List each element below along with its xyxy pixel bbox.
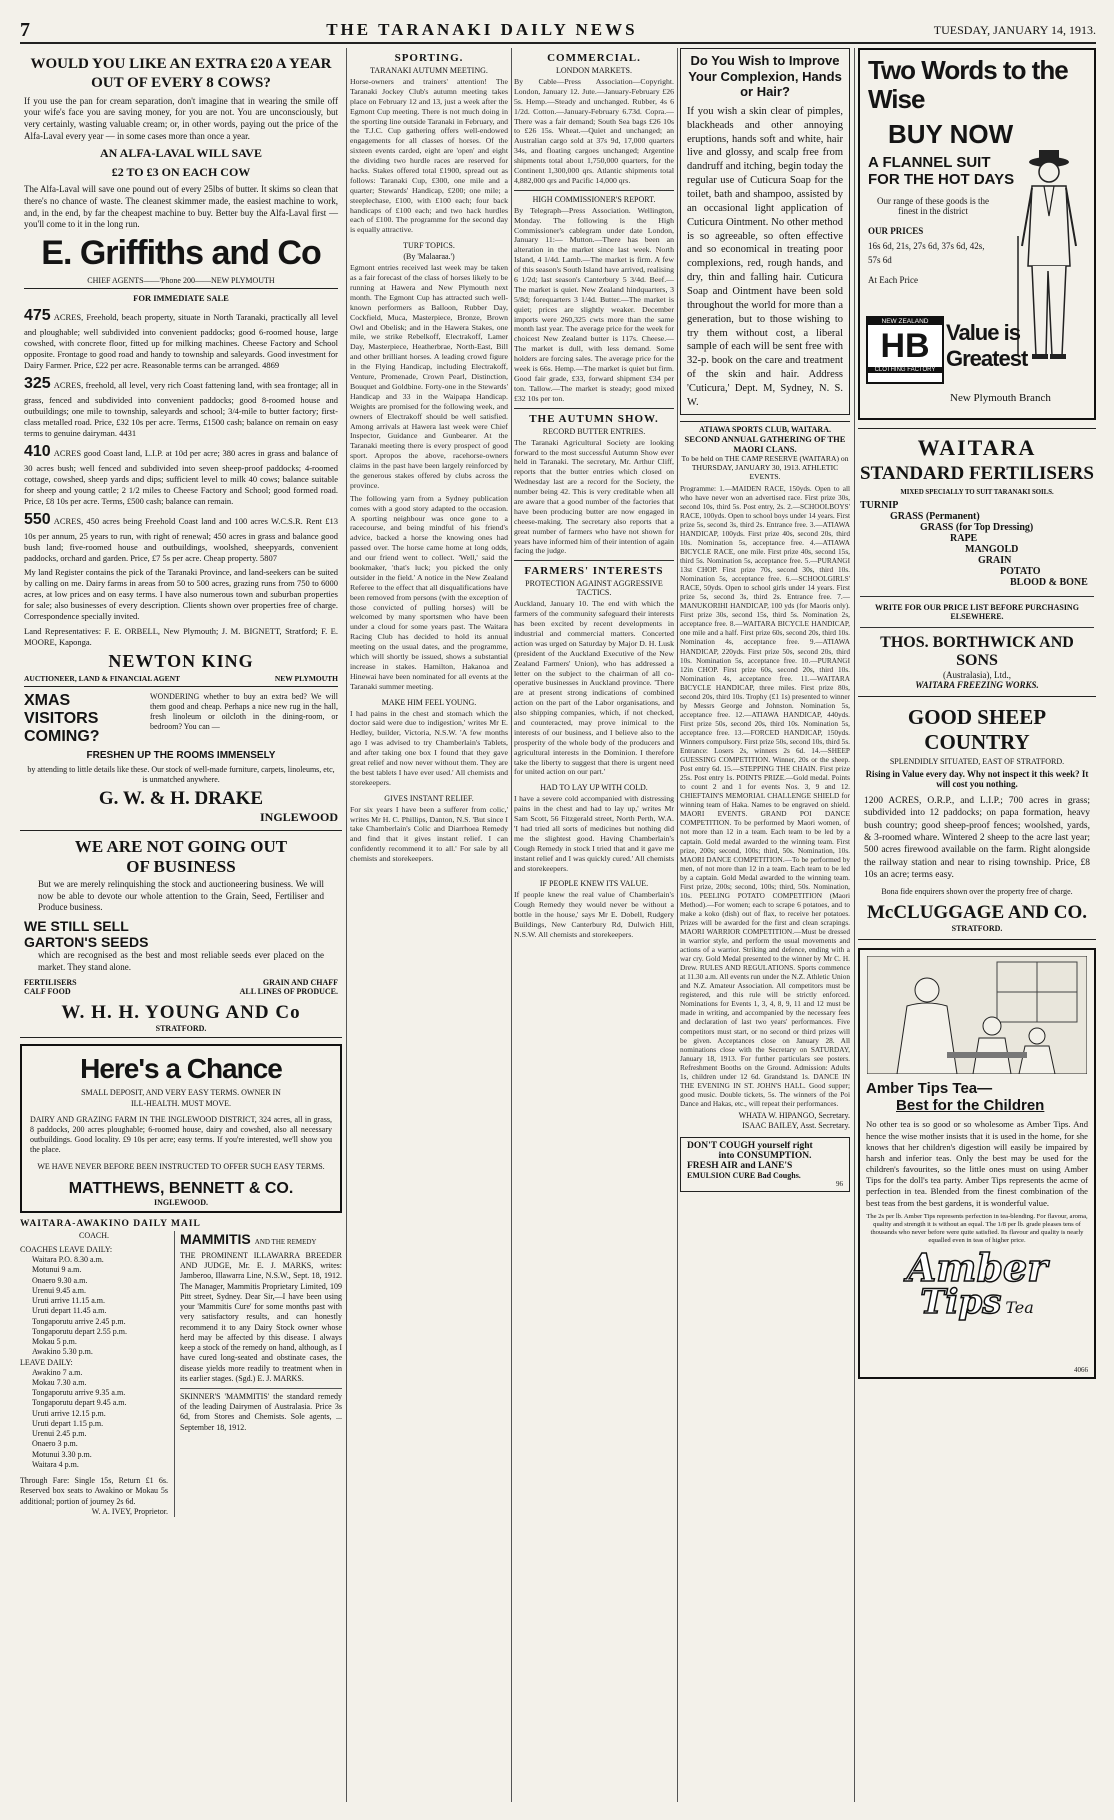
newton-footer [24,674,338,687]
autumn-show-heading: THE AUTUMN SHOW. [529,412,659,425]
fert-item: POTATO [1000,566,1041,577]
fert-item: GRAIN [978,555,1012,566]
sheep-name: McCLUGGAGE AND CO. [866,902,1088,924]
instant-relief-text: For six years I have been a sufferer from colic,' writes Mr H. C. Phillips, Danton, N.S. 'But since I take Chamberlain's Colic and Diarrhoea Remedy and find that it gives instant relief. I can confidently recommend it to all.' For sale by all chemists and storekeepers. [350,804,508,864]
mail-time: Tongaporutu depart 2.55 p.m. [32,1326,127,1336]
if-people-knew-heading: IF PEOPLE KNEW ITS VALUE. [539,879,649,889]
chance-body: DAIRY AND GRAZING FARM IN THE INGLEWOOD DISTRICT, 324 acres, all in grass, 8 paddocks, 200 acres ploughable; 6-roomed house, dairy and cowshed, also all necessary outbuildings. Good locality. £9 10s per acre; easy terms. If you're interested, we'll show you the place. [30,1114,332,1155]
fert-write: WRITE FOR OUR PRICE LIST BEFORE PURCHASING ELSEWHERE. [875,603,1079,621]
column-1 [20,48,342,1802]
hb-flannel: A FLANNEL SUIT [868,154,991,172]
alfa-sub2: £2 TO £3 ON EACH COW [111,165,251,180]
lane-line2: into CONSUMPTION. [718,1151,812,1162]
mammitis-body: THE PROMINENT ILLAWARRA BREEDER AND JUDGE, Mr. E. J. MARKS, writes: Jamberoo, Illawarra Line, N.S.W., Sept. 18, 1912. The Manager, Mammitis Proprietary Limited, 109 Pitt street, Sydney. Dear Sir,—I have been using your 'Mammitis Cure' for some months past with very satisfactory results, and can honestly recommend it to any Dairy Stock owner whose herd may be affected by this disease. I always keep a stock of the remedy on hand, although, as I have cured long-seated and obstinate cases, the disease yields more readily to treatment when in its earlier stages. (Sgd.) E. J. MARKS. [180,1250,342,1383]
turf-topics-byline: (By 'Malaaraa.') [403,252,455,262]
chance-title: Here's a Chance [80,1052,282,1084]
london-markets-text: By Cable—Press Association—Copyright. London, January 12. Jute.—January-February £26 5s. Hemp.—Steady and unchanged. Rubber, 4s 6 1/2d. Cotton.—January-February 6.73d. Copra.—There was a fair demand; South Sea bags £26 10s to £26 15s. Wheat.—Quiet and unchanged; an Australian cargo sold at 37s 9d, 17,000 quarters 34s, and floating cargoes unchanged; Argentine shipments total about 1,750,000 quarters, for the Continent 1,300,000 qrs. Atlantic shipments total 4,882,000 qrs and Pacific 14,000 qrs. [514,77,674,185]
mail-time: Onaero 9.30 a.m. [32,1275,88,1285]
xmas-visitors: XMAS VISITORS [24,691,99,727]
lay-up-cold-heading: HAD TO LAY UP WITH COLD. [540,783,648,793]
sheep-sub: SPLENDIDLY SITUATED, EAST OF STRATFORD. [889,757,1065,766]
column-3 [514,48,674,1802]
hb-headline: Two Words to the Wise [868,55,1068,114]
mail-time: Mokau 5 p.m. [32,1337,77,1347]
london-markets-heading: LONDON MARKETS. [556,66,632,75]
newspaper-title: THE TARANAKI DAILY NEWS [326,20,638,39]
mail-time: Uruti depart 11.45 a.m. [32,1306,107,1316]
sporting-paragraph: Horse-owners and trainers' attention! The Taranaki Jockey Club's autumn meeting takes place on February 12 and 13, just a week after the Egmont Cup meeting. There is not much doing in the sporting line outside Taranaki in February, and the T.J.C. Cup gathering offers well-endowed engagements for all classes of horses. Of the sixteen events carded, eight are 'open' and eight the dividing two hurdle races are reserved for hacks. Stakes offered total £1900, spread out as follows: Taranaki Cup, £300, one mile and a quarter; Stewards' Handicap, £200; one mile; a steeplechase, £100, with £100 each; four back handicaps of £100 each; and two hack hurdles each of £100. The programme for the second day is equally attractive. [350,77,508,235]
atiawa-sign1: WHATA W. HIPANGO, Secretary. [738,1110,850,1120]
chance-note: WE HAVE NEVER BEFORE BEEN INSTRUCTED TO OFFER SUCH EASY TERMS. [37,1161,325,1171]
fert-items [860,500,1094,588]
alfa-body: If you use the pan for cream separation, don't imagine that in wearing the smile off your wife's face you are saving money, for you are not. You are unconsciously, but very certainly, wasting valuable cream; or, in other words, paying out the price of the Alfa-Laval every year — in some cases more than once a year. [24,95,338,141]
amber-logo [866,1244,1088,1322]
mail-time: Tongaporutu arrive 2.45 p.m. [32,1316,126,1326]
fert-waitara: WAITARA [917,435,1037,460]
column-rule [511,48,512,1802]
alfa-headline: WOULD YOU LIKE AN EXTRA £20 A YEAR OUT OF EVERY 8 COWS? [30,56,332,91]
page-number: 7 [20,18,30,41]
mail-leave2: LEAVE DAILY: [20,1357,73,1367]
turf-paragraph: Egmont entries received last week may be taken as a fair forecast of the class of horses likely to be running at Hawera and New Plymouth next month. The Egmont Cup has attracted such well-known performers as Balloon, Rubber Day, Cockfield, Muca, Masterpiece, Bronze, Brown Owl and Obelisk; and in the Hawera Stakes, one mile, we strike Rebelkoff, Electrakoff, Lamer Day, Masterpiece, Heatherbrae, North-East, Bill and other brilliant horses. A leading crowd figure in the Flying Handicap, including Electrakoff, Venture, Promenade, Crown Pearl, Distinction, Bouquet and Goldbine. Forty-one in the Stewards' Handicap and 33 in the Waipapa Handicap. Weights are promised for the following week, and owners of Electrakoff should be well satisfied. Among arrivals at Hawera last week were Chief Inspector, Guidance and Gunbearer. At the Taranaki meeting there is every prospect of good sport. Apropos the above, racehorse-owners claims in the past have been largely reinforced by the generous stakes offered by clubs across the province. [350,263,508,490]
mail-time: Awakino 5.30 p.m. [32,1347,93,1357]
newton-town: NEW PLYMOUTH [274,673,338,683]
chance-name: MATTHEWS, BENNETT & CO. [68,1179,294,1197]
divider [514,190,674,191]
sheep-headline: GOOD SHEEP COUNTRY [907,705,1047,754]
chance-town: INGLEWOOD. [153,1197,208,1207]
drake-right-text: WONDERING whether to buy an extra bed? We will them good and cheap. Perhaps a nice new rug in the hall, fresh linoleum or oilcloth in the dining-room, or bedroom? You can — [150,691,338,732]
newton-reps: Land Representatives: F. E. ORBELL, New Plymouth; J. M. BIGNETT, Stratford; F. E. MOORE, Kaponga. [24,625,338,647]
property-acres: 550 [24,511,51,529]
fert-item: GRASS (Permanent) [890,511,980,522]
young-h2: OF BUSINESS [126,857,236,877]
hb-slogan: Value is Greatest [946,320,1028,371]
column-2 [350,48,508,1802]
hb-clothing-ad [858,48,1096,420]
turf-topics-heading: TURF TOPICS. [403,241,455,251]
mccluggage-ad [858,697,1096,940]
hb-buy-now: BUY NOW [888,119,1014,150]
property-entry [24,306,338,371]
young-ad [20,831,342,1037]
newton-body: My land Register contains the pick of the Taranaki Province, and land-seekers can be suited by calling on me. Dairy farms in areas from 50 to 500 acres, grazing runs from 750 to 6000 acres, at low prices and on easy terms. I have also numerous town and suburban properties for sale; also businesses of every description. Clients shown over properties free of charge. Correspondence specially invited. [24,567,338,622]
hb-prices-label: OUR PRICES [868,226,924,237]
alfa-body2: The Alfa-Laval will save one pound out of every 25lbs of butter. It skims so clean that there's no chance of waste. The cleanest skimmer made, the easiest machine to work, and, in the end, by far the cheapest machine to buy. Better buy the Alfa-Laval first — you'll come to it in the long run. [24,184,338,230]
fert-item: TURNIP [860,500,899,511]
sheep-body: 1200 ACRES, O.R.P., and L.I.P.; 700 acres in grass; subdivided into 12 paddocks; on papa formation, heavy bush country; good sheep-proof fences; woolshed, yards, & 3-roomed whare. Wintered 2 sheep to the acre last year; 500 acres firewood available on the farm. Right alongside the railway station and near to rising township. Price, £8 10s an acre; terms easy. [864,796,1090,881]
property-acres: 325 [24,375,51,393]
column-rule [854,48,855,1802]
lane-line4: EMULSION CURE Bad Coughs. [687,1171,801,1181]
mail-time: Uruti arrive 11.15 a.m. [32,1296,106,1306]
atiawa-body: Programme: 1.—MAIDEN RACE, 150yds. Open to all who have never won an advertised race. First prize 30s, second 10s, third 5s. Post entry, 2s. 2.—SCHOOLBOYS' RACE, 100yds. Open to school boys under 14 years. First prize 5s, second 3s, third 2s. Entrance free. 3.—ATIAWA HANDICAP, 100yds. First prize 40s, second 20s, third 10s. Nomination 5s, acceptance free. 4.—ATIAWA BICYCLE RACE, one mile. First prize 40s, second 15s, third 5s. Nomination 5s, acceptance free. 5.—PURANGI 13st CHOP. First prize 70s, second 30s, third 10s. Nomination 5s, acceptance free. 6.—SCHOOLGIRLS' RACE, 50yds. Open to school girls under 14 years. First prize 5s, second 3s, third 2s. Entrance free. 7.—MANUKORIHI HANDICAP, 100 yds (for Maoris only). First prize 30s, second 15s, third 5s. Nomination 2s, acceptance free. 8.—WAITARA BICYCLE HANDICAP, one mile and a half. First prize 60s, second 20s, third 10s. Nomination 4s, acceptance free. 9.—ATIAWA HANDICAP, 220yds. First prize 50s, second 20s, third 10s. Nomination 5s, acceptance free. 10.—PURANGI 12in CHOP. First prize 60s, second 20s, third 10s. Nomination 4s, acceptance free. 11.—WAITARA BICYCLE HANDICAP, three miles. First prize 80s, second 20s, third 10s. Trophy (£1 1s) presented to winner by Messrs George and Johnston. Nomination 5s, acceptance free. 12.—ATIAWA HANDICAP, 440yds. First prize 50s, second 20s, third 10s. Nomination 5s, acceptance free. 13.—FORCED HANDICAP, 150yds. Winners compulsory. First prize 50s, second 10s, third 5s. Entrance: Losers 2s, winners 2s 6d. 14.—SHEEP GUESSING COMPETITION. Winner, 20s or the sheep. Post entry 6d. 15.—STEPPING THE CHAIN. First prize 25s. Post entry 1s. POINTS PRIZE.—Gold medal. Points to count 2 and 1 for events Nos. 3, 9 and 12. CHIEFTAIN'S MEMORIAL CHALLENGE SHIELD for winning team of Haka. Names to be engraved on shield. MAORI EVENTS. GRAND POI DANCE COMPETITION. To be performed by Maori women, of not more than 12 in a team. Each team to be led by a captain. Gold medal awarded to the winning team. First prize, 200s; second, 100s; third, 50s. Nomination, 10s. MAORI DANCE COMPETITION.—To be performed by men, of not more than 12 in a team. Each team to be led by a captain. Gold Medal awarded to the winning team. First prize, 200s; second, 100s; third, 50s. Nomination, 10s. PEELING POTATO COMPETITION (Maori Method).—For women; each to scrape 6 potatoes, and to make a koko (dish) out of flax, to receive her potatoes. Prizes will be awarded for the first and clean scrapings. MAORI WARRIOR COMPETITION.—Must be dressed in warrior style, and perform the usual movements and actions of a warrior. Striking and defence, ending with a war cry. Gold Medal presented to the winner by Mr C. H. Drew. RULES AND REGULATIONS. Sports commence at 11.30 a.m. All events run under the N.Z. Athletic Union and N.Z. Amateur Association. All competitors must be registered, and this rule will be strictly enforced. Nominations for Events 1, 3, 4, 8, 9, 11 and 12 must be made in writing, and accompanied by the necessary fees and declaration of last two years' performances. Five competitors must start, or no second or third prizes will be given. Acceptances close on January 28. All nominations close with the Secretary on SATURDAY, January 18, 1913. For further particulars see posters. Refreshment Booths on the Ground. Admission: Adults 1s, children under 12 6d. Grandstand 1s. DANCE IN THE EVENING IN ST. JOHN'S HALL. Good supper; good music. Double tickets, 5s. The winners of the Poi Dance and Hakas, etc., will repeat their performances. [680,483,850,1108]
mail-time: Mokau 7.30 a.m. [32,1378,87,1387]
property-text: ACRES good Coast land, L.I.P. at 10d per acre; 380 acres in grass and balance of 30 acres bush; well fenced and subdivided into seven sheep-proof paddocks; 4-roomed cottage, cowshed, sheep yards and dips; sufficient level to milk 40 cows; balance suitable for sheep and young cattle; 2 1/2 miles to Cheese Factory and School; good formed road. Price, £8 10s per acre. Terms, £500 cash; balance can remain. [24,448,338,507]
hb-logo-block [866,316,944,384]
atiawa-h3: To be held on THE CAMP RESERVE (WAITARA) on THURSDAY, JANUARY 30, 1913. ATHLETIC EVENTS. [681,453,849,481]
young-produce: ALL LINES OF PRODUCE. [239,986,338,996]
mail-time: Onaero 3 p.m. [32,1439,78,1449]
xmas-coming: COMING? [24,727,100,745]
amber-h1: Amber Tips Tea— [866,1080,993,1098]
make-him-young-text: I had pains in the chest and stomach which the doctor said were due to indigestion,' writes Mr E. Hedley, builder, Victoria, N.S.W. 'A few months ago I was advised to try Chamberlain's Tablets, and after taking one box I found that they gave great relief and now never without them. They are the best tablets I have ever used.' All chemists and storekeepers. [350,708,508,787]
young-fertilisers: FERTILISERS [24,977,77,987]
property-entry [24,442,338,507]
property-text: ACRES, 450 acres being Freehold Coast land and 100 acres W.C.S.R. Rent £13 10s per annum, 25 years to run, with right of renewal; 450 acres in grass and balance good bush land; five-roomed house and outbuildings, woolshed, sheepyards, convenient paddocks, orchard and garden. Price, £7 5s per acre. Cheap property. 5807 [24,516,338,564]
fert-item: RAPE [950,533,978,544]
if-people-knew-text: If people knew the real value of Chamberlain's Cough Remedy they would never be without a bottle in the house,' says Mr E. Dobell, Rudgery Buildings, New Canterbury Rd, Dulwich Hill, N.S.W. All chemists and storekeepers. [514,890,674,940]
mail-heading: WAITARA-AWAKINO DAILY MAIL [20,1218,201,1229]
amber-logo-tips: Tips [920,1281,1002,1322]
newton-heading: FOR IMMEDIATE SALE [133,293,229,304]
issue-date: TUESDAY, JANUARY 14, 1913. [933,22,1096,37]
young-grain: GRAIN AND CHAFF [262,977,338,987]
commercial-heading: COMMERCIAL. [547,52,641,64]
mammitis-foot: SKINNER'S 'MAMMITIS' the standard remedy of the leading Dairymen of Australasia. Price 3s 6d, from Stores and Chemists. Sole agents, ... September 18, 1912. [180,1388,342,1433]
young-lines [24,978,338,996]
divider [514,560,674,561]
mail-time: Tongaporutu depart 9.45 a.m. [32,1398,127,1408]
column-4 [680,48,850,1802]
property-text: ACRES, freehold, all level, very rich Coast fattening land, with sea frontage; all in grass, fenced and subdivided into convenient paddocks; good 8-roomed house and outbuildings; one mile to township, saleyards and school; 3/4-mile to butter factory; first-class metalled road. Price, £32 10s per acre. Terms, £1500 cash; balance on remain on easy terms to genuine dairyman. 4431 [24,380,338,439]
mail-time: Tongaporutu arrive 9.35 a.m. [32,1388,126,1398]
fert-sub: MIXED SPECIALLY TO SUIT TARANAKI SOILS. [900,489,1054,496]
lay-up-cold-text: I have a severe cold accompanied with distressing pains in the chest and had to lay up,' writes Mr Sam Scott, 56 Fitzgerald street, North Perth, W.A. 'I had tried all sorts of medicines but nothing did me the slightest good. Having Chamberlain's Cough Remedy in stock I tried that and it gave me instant relief and I was quickly cured.' All chemists and storekeepers. [514,794,674,873]
mail-time: Urenui 9.45 a.m. [32,1285,86,1295]
mail-time: Awakino 7 a.m. [32,1367,83,1377]
atiawa-sign2: ISAAC BAILEY, Asst. Secretary. [742,1121,850,1131]
newton-title: AUCTIONEER, LAND & FINANCIAL AGENT [24,673,181,683]
high-commissioner-heading: HIGH COMMISSIONER'S REPORT. [532,194,656,204]
farmers-interests-text: Auckland, January 10. The end with which the farmers of the community safeguard their interests has been excited by recent developments in industrial and commercial matters. Concerted action was urged on Saturday by Major D. H. Lusk (president of the Auckland Executive of the New Zealand Farmers' Union), who has addressed a letter on the subject to the chairman of all co-operative businesses in Auckland province. 'There are at present strong indications of combined action on the part of the Labor organisations, and also shipping companies, which, if not checked, and counteracted, may prove inimical to the interests of our business, and I believe also to the prosperity of the whole body of the producers and agricultural interests in the Dominion. I therefore take the liberty to suggest that there is urgent need for united action on our part.' [514,599,674,777]
drake-freshen: FRESHEN UP THE ROOMS IMMENSELY [86,749,276,761]
sheep-rising: Rising in Value every day. Why not inspect it this week? It will cost you nothing. [865,769,1089,789]
lane-line3: FRESH AIR and LANE'S [687,1161,793,1172]
instant-relief-heading: GIVES INSTANT RELIEF. [384,793,474,803]
sporting-heading: SPORTING. [394,52,464,64]
fert-item: MANGOLD [965,544,1019,555]
alfa-agents: CHIEF AGENTS——'Phone 200——NEW PLYMOUTH [24,276,338,289]
mail-time: Motunui 9 a.m. [32,1265,82,1275]
newton-name: NEWTON KING [108,650,254,671]
mammitis-and: AND THE REMEDY [254,1237,317,1246]
farmers-interests-sub: PROTECTION AGAINST AGGRESSIVE TACTICS. [525,579,663,598]
mail-time: Waitara P.O. 8.30 a.m. [32,1255,104,1265]
mail-fares: Through Fare: Single 15s, Return £1 6s. Reserved box seats to Awakino or Mokau 5s additional; portion of journey 2s 6d. [20,1476,168,1506]
property-acres: 410 [24,443,51,461]
drake-ad [20,689,342,831]
young-still1: WE STILL SELL [24,918,129,935]
column-rule [346,48,347,1802]
fert-works: WAITARA FREEZING WORKS. [915,680,1039,690]
chance-sub: SMALL DEPOSIT, AND VERY EASY TERMS. OWNER IN ILL-HEALTH. MUST MOVE. [81,1088,281,1108]
column-5 [858,48,1096,1802]
cuticura-body: If you wish a skin clear of pimples, blackheads and other annoying eruptions, hands soft and white, hair live and glossy, and scalp free from dandruff and itching, begin today the regular use of Cuticura Soap for the toilet, bath and shampoo, assisted by an occasional light application of Cuticura Ointment. No other method is so agreeable, so often effective and so economical in treating poor complexions, red, rough hands, and dry, thin and falling hair. Cuticura Soap and Ointment have been sold throughout the world for more than a generation, but to those wishing to try them without cost, a liberal sample of each will be sent free with 32-p. book on the care and treatment of the skin and hair. Address 'Cuticura,' Dept. M, Sydney, N. S. W. [687,105,843,408]
autumn-show-text: The Taranaki Agricultural Society are looking forward to the most successful Autumn Show ever held in Taranaki. The secretary, Mr. Arthur Cliff, reports that the butter entries which closed on Wednesday last are a record for the Society, the number being 42. This is very creditable when all are aware that a good number of the factories that have been producing butter are now engaged in cheese-making. The secretary also reports that a great number of farmers who have not shown for years have informed him of their intention of again facing the judge. [514,437,674,556]
lane-line1: DON'T COUGH yourself right [687,1141,813,1152]
amber-logo-tea: Tea [1005,1297,1034,1317]
mail-coach [20,1231,168,1517]
divider [860,627,1094,628]
hb-each: At Each Price [868,275,918,286]
fert-name: THOS. BORTHWICK AND SONS [880,634,1074,669]
lanes-emulsion-ad [680,1137,850,1192]
atiawa-h1: ATIAWA SPORTS CLUB, WAITARA. [699,424,831,434]
sheep-town: STRATFORD. [951,924,1003,934]
make-him-young-heading: MAKE HIM FEEL YOUNG. [381,697,477,707]
mail-time: Waitara 4 p.m. [32,1459,79,1469]
hb-logo-top: NEW ZEALAND [868,318,942,325]
mail-time: Motunui 3.30 p.m. [32,1449,92,1459]
drake-town: INGLEWOOD [259,810,338,825]
cuticura-headline: Do You Wish to Improve Your Complexion, Hands or Hair? [688,53,842,100]
divider [514,408,674,409]
newton-king-ad [20,291,342,688]
property-entry [24,374,338,439]
alfa-sub1: AN ALFA-LAVAL WILL SAVE [100,146,262,161]
lane-number: 96 [836,1180,843,1189]
borthwick-fertiliser-ad [858,428,1096,697]
turf-paragraph: The following yarn from a Sydney publication comes with a good story adapted to the occasion. A sporting neighbour was once gone to a racecourse, and being mindful of his friend's advice, backed a horse the knowing ones had passed over. The horse came home at long odds, and our friend went to collect. 'Well,' said the bookmaker, 'that's luck; you picked the only outsider in the field.' A notice in the New Zealand Referee to the effect that all disqualifications have been removed from persons (with the exception of those convicted of pulling horses) will be welcomed by many sportsmen who have been under a cloud for some years past. The Waitara Racing Club has decided to hold its annual meeting on the usual dates, and the programme, which will shortly be issued, shows a substantial increase in stakes. Hamilton, Hakanoa and Hinewai have been nominated for all events at the Taranaki summer meeting. [350,493,508,691]
hb-branch: New Plymouth Branch [950,392,1051,404]
young-calf-food: CALF FOOD [24,986,71,996]
hb-body: Our range of these goods is the finest in the district [877,196,989,217]
high-commissioner-text: By Telegraph—Press Association. Wellington, Monday. The following is the High Commissioner's cablegram under date London, January 11:— Mutton.—There has been an alteration in the market since last week. North Island, 4 1/4d. Lamb.—The market is firm. A few of this season's South Island have arrived, realising 6 1/2d; last season's Canterbury 5 3/4d. Beef.—The market is quiet. New Zealand hindquarters, 3 5/8d; forequarters 3 1/4d. Butter.—The market is quiet; prices are slightly weaker. December imports were 260,325 cwts more than the same month last year. The average price for the week for choicest New Zealand butter is 117s. Cheese.—The market is dull, with less demand. Some holders are forcing sales. The average price for the week is 66s. Hemp.—The market is quiet but firm. Good fair grade, £33, forward shipment £34 per ton. Tallow.—The market is steady; good mixed £32 10s per ton. [514,205,674,403]
young-h1: WE ARE NOT GOING OUT [74,837,288,857]
fert-item: BLOOD & BONE [1010,577,1088,588]
fert-standard: STANDARD FERTILISERS [860,463,1094,484]
property-entry [24,510,338,564]
young-body: But we are merely relinquishing the stock and auctioneering business. We will now be able to devote our whole attention to the Grain, Seed, Fertiliser and Produce business. [38,879,324,913]
mail-leave1: COACHES LEAVE DAILY: [20,1244,113,1254]
column-rule [677,48,678,1802]
young-still2: GARTON'S SEEDS [24,934,149,951]
young-name: W. H. H. YOUNG AND Co [61,1001,301,1023]
hb-logo: HB [880,327,930,365]
farmers-interests-heading: FARMERS' INTERESTS [524,565,664,578]
hb-prices: 16s 6d, 21s, 27s 6d, 37s 6d, 42s, 57s 6d [868,241,985,265]
mammitis-title: MAMMITIS [180,1230,251,1247]
mother-children-illustration [867,956,1087,1074]
hb-hot-days: FOR THE HOT DAYS [868,171,1015,189]
amber-logo-word: Amber [906,1244,1048,1290]
cuticura-ad [680,48,850,415]
atiawa-sports-ad [680,421,850,1132]
divider [860,596,1094,597]
property-text: ACRES, Freehold, beach property, situate in North Taranaki, practically all level and ploughable; well subdivided into convenient paddocks; good 6-roomed house, large cowshed, with concrete floor, fitted up for milking machines. Cheese Factory and School opposite. Frontage to good road and handy to township and saleyards. Good investment for Dairy Farmer. Price, £22 per acre. Reasonable terms can be arranged. 4869 [24,312,338,371]
masthead [20,18,1096,44]
property-acres: 475 [24,307,51,325]
amber-code: 4066 [1074,1366,1088,1375]
alfa-advertiser: E. Griffiths and Co [41,234,321,272]
drake-body: by attending to little details like these. Our stock of well-made furniture, carpets, linoleums, etc, is unmatched anywhere. [27,764,335,784]
amber-tips-ad [858,948,1096,1379]
young-body2: which are recognised as the best and most reliable seeds ever placed on the market. They stand alone. [38,950,324,972]
young-town: STRATFORD. [155,1023,207,1033]
chance-ad [20,1044,342,1213]
mail-sign: W. A. IVEY, Proprietor. [91,1506,168,1516]
mammitis-ad [174,1231,342,1517]
hb-logo-bottom: CLOTHING FACTORY [868,367,942,373]
amber-small: The 2s per lb. Amber Tips represents perfection in tea-blending. For flavour, aroma, quality and strength it is without an equal. The 1/8 per lb. grade pleases tens of thousands who never before were quite satisfied. Its flavour and quality is nearly equalled even in teas of higher price. [866,1212,1088,1245]
sporting-sub1: TARANAKI AUTUMN MEETING. [370,66,488,75]
autumn-show-sub: RECORD BUTTER ENTRIES. [542,426,646,436]
fert-item: GRASS (for Top Dressing) [920,522,1034,533]
mail-time: Uruti arrive 12.15 p.m. [32,1408,106,1418]
amber-h2: Best for the Children [896,1097,1045,1115]
amber-body: No other tea is so good or so wholesome as Amber Tips. And hence the wise mother insists that it is used in the home, for she knows that her children's digestion will easily be impaired by harsh and inferior teas. Only the best may be used for the children's favourites, so the little ones must on using Amber Tips for the doll's tea party. Amber Tips represents the acme of perfection in tea. Blended from the finest combination of the best teas from the best gardens, it is wonderful value. [866,1119,1088,1208]
drake-name: G. W. & H. DRAKE [98,788,264,810]
alfa-laval-ad [20,48,342,291]
mail-time: Uruti depart 1.15 p.m. [32,1418,104,1428]
atiawa-h2: SECOND ANNUAL GATHERING OF THE MAORI CLANS. [684,433,846,454]
sheep-note: Bona fide enquirers shown over the property free of charge. [881,887,1073,897]
mail-time: Urenui 2.45 p.m. [32,1429,87,1439]
fert-name2: (Australasia), Ltd., [943,670,1011,680]
mail-coach-label: COACH. [78,1230,109,1240]
